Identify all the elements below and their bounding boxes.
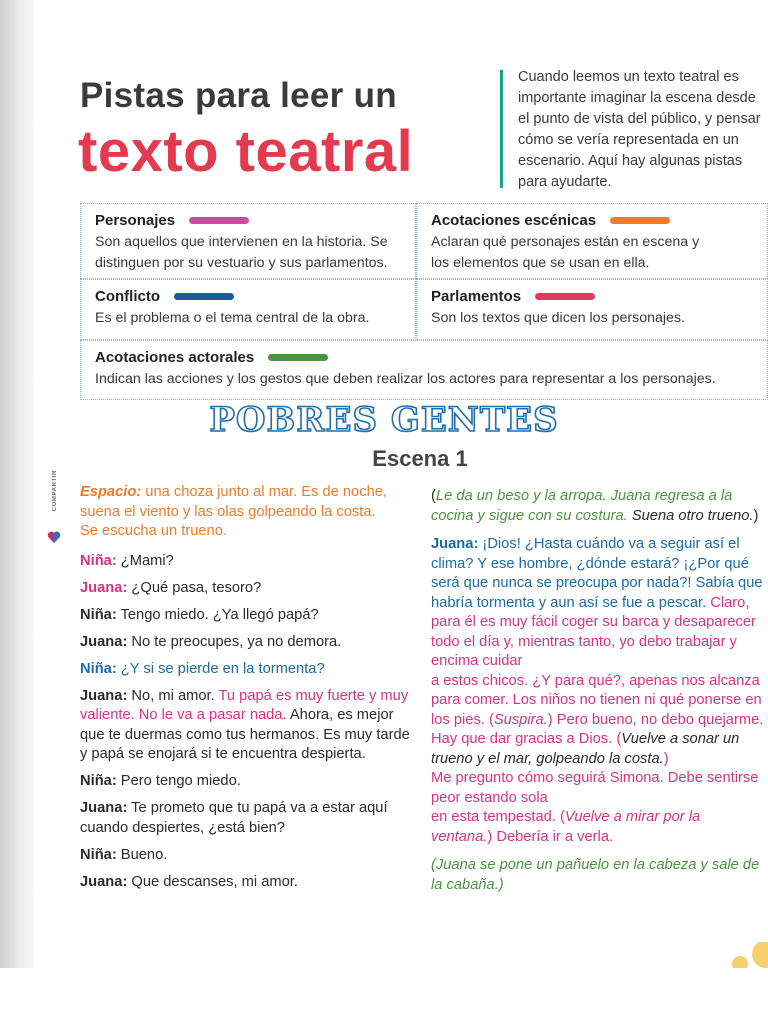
line-text: No, mi amor. [127, 687, 215, 704]
line-text: Que descanses, mi amor. [127, 873, 298, 890]
clue-acotaciones-actorales [80, 340, 768, 400]
clue-personajes [80, 203, 416, 279]
speaker: Juana: [431, 536, 479, 552]
speaker: Juana: [80, 800, 128, 816]
line-text: Bueno. [116, 846, 168, 863]
speaker: Juana: [80, 873, 128, 890]
line-text: a estos chicos. ¿Y para qué?, apenas nos alcanza para comer. Los niños no tienen ni qué ponerse en los pies. ( [431, 672, 762, 728]
title-line-2: texto teatral [78, 119, 414, 184]
script-right-column [431, 487, 765, 903]
speaker: Niña: [80, 773, 117, 789]
line-text-highlight: Tu papá es muy fuerte y muy valiente. No le va a pasar nada. [80, 687, 409, 723]
line-text: ¡Dios! ¿Hasta cuándo va a seguir así el clima? Y ese hombre, ¿dónde estará? ¡¿Por qué será que nunca se preocupa por nada?! Sabía que habría tormenta y aun así se fue a pescar. [431, 536, 763, 611]
line-text: en esta tempestad. ( [431, 809, 565, 825]
paren: ( [431, 488, 436, 504]
page-bottom-margin [0, 968, 768, 1024]
line-text: ) Pero bueno, no debo quejarme. Hay que dar gracias a Dios. ( [431, 711, 764, 747]
clue-acotaciones-escenicas [416, 203, 768, 279]
speaker: Niña: [80, 660, 117, 677]
clue-text: Son aquellos que intervienen en la historia. Se distinguen por su vestuario y sus parlamentos. [95, 234, 388, 271]
line-text: Me pregunto cómo seguirá Simona. Debe sentirse peor estando sola [431, 770, 759, 806]
line-text: Tengo miedo. ¿Ya llegó papá? [116, 606, 319, 623]
clue-title: Personajes [95, 212, 176, 230]
share-label: COMPARTIR [52, 470, 58, 512]
line-text: Te prometo que tu papá va a estar aquí cuando despiertes, ¿está bien? [80, 800, 388, 836]
title-line-1: Pistas para leer un [80, 76, 397, 115]
dialogue-line [80, 846, 412, 866]
line-text: ¿Qué pasa, tesoro? [127, 579, 262, 596]
stage-text: Vuelve a mirar por la ventana. [431, 809, 701, 845]
color-bar [535, 293, 595, 300]
dialogue-line [80, 579, 412, 599]
speaker: Juana: [80, 687, 128, 704]
stage-text: Le da un beso y la arropa. Juana regresa a la cocina y sigue con su costura. [431, 488, 733, 524]
clue-text: Indican las acciones y los gestos que deben realizar los actores para representar a los personajes. [95, 371, 716, 387]
speaker: Niña: [80, 846, 117, 863]
line-text: No te preocupes, ya no demora. [127, 633, 342, 650]
line-text: ) [663, 750, 669, 767]
paren: ) [753, 507, 759, 524]
space-label: Espacio: [80, 484, 142, 500]
line-text: Pero tengo miedo. [116, 773, 241, 789]
stage-direction [431, 487, 765, 526]
clue-title: Acotaciones escénicas [431, 212, 597, 230]
space-text: una choza junto al mar. Es de noche, suena el viento y las olas golpeando la costa. [80, 484, 387, 520]
intro-text: Cuando leemos un texto teatral es importante imaginar la escena desde el punto de vista del público, y pensar cómo se vería representada en un escenario. Aquí hay algunas pistas para ayudarte. [518, 69, 761, 190]
color-bar [610, 217, 670, 224]
clue-text: Es el problema o el tema central de la obra. [95, 310, 370, 326]
dialogue-line [80, 873, 412, 893]
dialogue-block [431, 535, 765, 847]
dialogue-line [80, 687, 412, 765]
line-text: ¿Y si se pierde en la tormenta? [116, 660, 325, 677]
scene-setting [80, 483, 412, 542]
intro-divider [500, 70, 503, 188]
line-text: Ahora, es mejor que te duermas como tus hermanos. Es muy tarde y papá se enojará si te encuentra despierta. [80, 707, 410, 762]
clue-text: Son los textos que dicen los personajes. [431, 310, 685, 326]
scene-title: Escena 1 [372, 446, 468, 471]
color-bar [174, 293, 234, 300]
play-title: POBRES GENTES [209, 400, 559, 440]
color-bar [189, 217, 249, 224]
stage-text: Vuelve a sonar un trueno y el mar, golpeando la costa. [431, 731, 740, 767]
clue-title: Conflicto [95, 288, 160, 306]
line-text: Claro, para él es muy fácil coger su barca y desaparecer todo el día y, mientras tanto, yo debo trabajar y encima cuidar [431, 594, 756, 669]
clue-text: Aclaran qué personajes están en escena y los elementos que se usan en ella. [431, 234, 700, 271]
line-text: ) Debería ir a verla. [487, 828, 614, 845]
thunder-note: Se escucha un trueno. [80, 523, 227, 539]
page-gutter [0, 0, 34, 968]
clue-parlamentos [416, 279, 768, 340]
heart-icon [47, 530, 61, 544]
dialogue-line [80, 606, 412, 626]
line-text: ¿Mami? [116, 552, 174, 569]
dialogue-line [80, 633, 412, 653]
dialogue-line [80, 660, 412, 680]
stage-text: Suspira. [493, 711, 548, 728]
clue-title: Parlamentos [431, 288, 522, 306]
speaker: Niña: [80, 606, 117, 623]
clue-title: Acotaciones actorales [95, 349, 255, 367]
speaker: Juana: [80, 633, 128, 650]
dialogue-line [80, 772, 412, 792]
color-bar [268, 354, 328, 361]
speaker: Juana: [80, 579, 128, 596]
dialogue-line [80, 799, 412, 838]
clue-conflicto [80, 279, 416, 340]
dialogue-line [80, 552, 412, 572]
share-widget[interactable] [44, 470, 70, 550]
stage-direction: (Juana se pone un pañuelo en la cabeza y sale de la cabaña.) [431, 857, 760, 893]
script-left-column [80, 483, 412, 900]
speaker: Niña: [80, 552, 117, 569]
stage-text: Suena otro trueno. [627, 507, 754, 524]
